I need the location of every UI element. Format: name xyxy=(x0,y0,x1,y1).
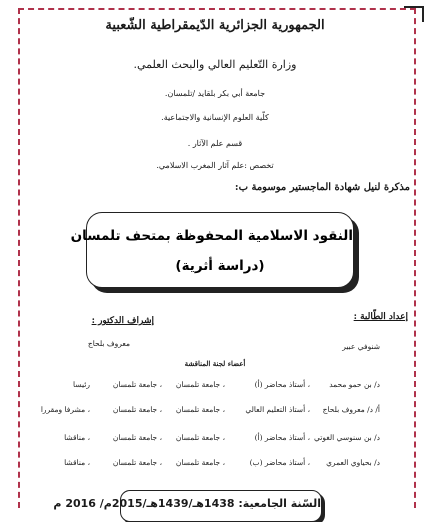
member-name: د/ بن حمو محمد xyxy=(329,380,380,389)
member-institution: ، جامعة تلمسان xyxy=(112,433,162,442)
member-institution: ، جامعة تلمسان xyxy=(112,458,162,467)
thesis-subtitle: (دراسة أثرية) xyxy=(175,258,265,274)
academic-year-box xyxy=(53,490,322,522)
ministry-line: وزارة التّعليم العالي والبحث العلمي. xyxy=(133,58,297,71)
member-institution: ، جامعة تلمسان xyxy=(175,380,225,389)
thesis-label: مذكرة لنيل شهادة الماجستير موسومة ب: xyxy=(234,182,410,193)
department-line: قسم علم الآثار . xyxy=(187,139,243,148)
title-box xyxy=(70,212,354,288)
corner-mark xyxy=(404,6,424,8)
member-name: د/ بحياوي العمري xyxy=(326,458,380,467)
member-role: ، مناقشا xyxy=(64,433,90,442)
member-institution: ، جامعة تلمسان xyxy=(112,405,162,414)
member-role: ، مناقشا xyxy=(64,458,90,467)
specialty-line: تخصص :علم آثار المغرب الاسلامي. xyxy=(156,161,274,170)
member-name: أ/ د/ معروف بلحاج xyxy=(322,405,380,414)
member-role: رئيسا xyxy=(73,380,90,389)
member-rank: ، أستاذ محاضر (أ) xyxy=(254,380,310,389)
member-institution: ، جامعة تلمسان xyxy=(112,380,162,389)
republic-heading: الجمهورية الجزائرية الدّيمقراطية الشّعبية xyxy=(105,18,325,33)
thesis-title: النقود الاسلامية المحفوظة بمتحف تلمسان xyxy=(70,228,353,244)
supervisor-name: معروف بلحاج xyxy=(87,339,130,348)
member-name: د/ بن سنوسي الغوتي xyxy=(314,433,380,442)
academic-year: السّنة الجامعية: 1438هـ/1439هـ/2015م/ 2016 م xyxy=(53,497,321,510)
member-rank: ، أستاذ محاضر (أ) xyxy=(254,433,310,442)
member-role: ، مشرفا ومقررا xyxy=(40,405,90,414)
member-institution: ، جامعة تلمسان xyxy=(175,433,225,442)
university-line: جامعة أبي بكر بلقايد /تلمسان. xyxy=(164,89,266,98)
member-rank: ، أستاذ التعليم العالي xyxy=(245,405,310,414)
prepared-label: إعداد الطّالبة : xyxy=(353,312,408,322)
member-institution: ، جامعة تلمسان xyxy=(175,458,225,467)
member-rank: ، أستاذ محاضر (ب) xyxy=(249,458,310,467)
supervision-label: إشراف الدكتور : xyxy=(91,316,154,326)
member-institution: ، جامعة تلمسان xyxy=(175,405,225,414)
committee-heading: أعضاء لجنة المناقشة xyxy=(184,359,246,368)
student-name: شنوفي عبير xyxy=(342,342,380,351)
faculty-line: كلّية العلوم الإنسانية والاجتماعية. xyxy=(161,113,269,122)
